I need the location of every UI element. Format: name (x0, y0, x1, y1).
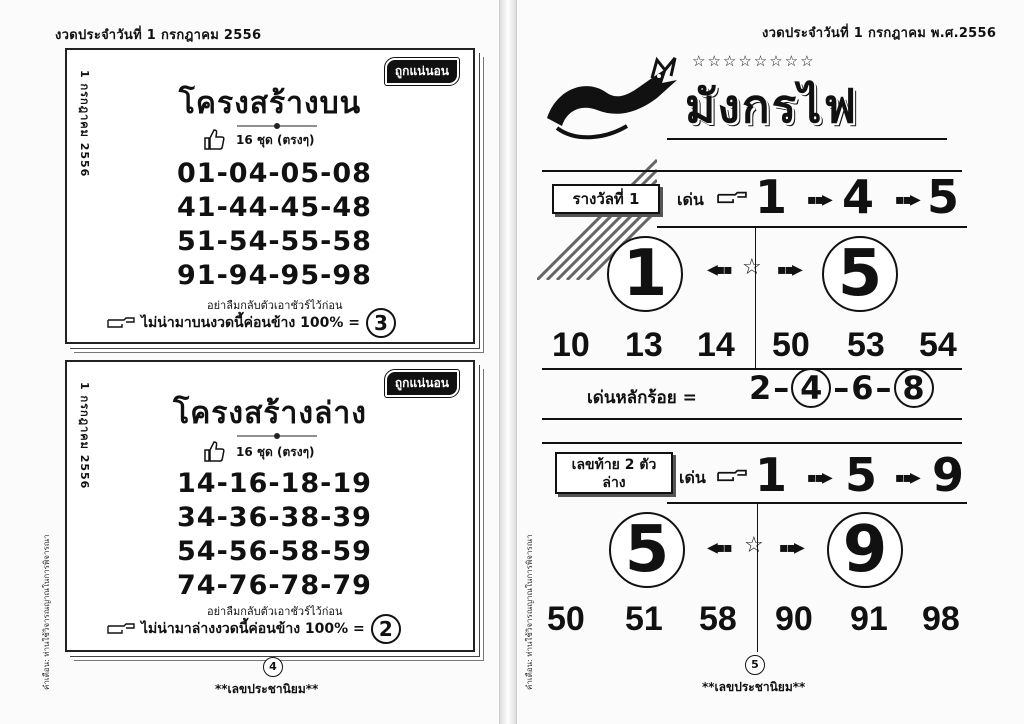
first-prize-pair-4: 50 (772, 326, 810, 364)
last-two-pair-1: 50 (547, 600, 585, 638)
first-prize-circle-right: 5 (822, 236, 898, 312)
lower-box-bottom (107, 614, 401, 644)
first-prize-pair-3: 14 (697, 326, 735, 364)
arrow-right-icon: ▪▪▶ (895, 470, 919, 486)
right-page-header: งวดประจำวันที่ 1 กรกฎาคม พ.ศ.2556 (762, 26, 997, 41)
dragon-icon (537, 48, 687, 148)
last-two-digit-1: 1 (755, 448, 788, 502)
right-side-note: คำเตือน: ท่านใช้วิจารณญาณในการพิจารณา (525, 534, 534, 690)
left-page (0, 0, 500, 724)
first-prize-label: รางวัลที่ 1 (552, 184, 660, 214)
last-two-pair-5: 91 (850, 600, 888, 638)
hundreds-dash: – (833, 369, 850, 407)
lower-box-bottom-number: 2 (371, 614, 401, 644)
lower-box-note: อย่าลืมกลับตัวเอาชัวร์ไว้ก่อน (207, 605, 343, 618)
first-prize-rule (657, 226, 967, 228)
upper-box-sets-text: 16 ชุด (ตรงๆ) (236, 132, 315, 147)
pointing-hand-icon (717, 190, 747, 206)
last-two-rule (667, 502, 967, 504)
right-page-footer: **เลขประชานิยม** (702, 680, 806, 694)
upper-box-note: อย่าลืมกลับตัวเอาชัวร์ไว้ก่อน (207, 299, 343, 312)
upper-structure-box (65, 48, 475, 344)
upper-row-1: 01-04-05-08 (177, 158, 372, 189)
thumbs-up-icon (202, 128, 226, 152)
first-prize-pair-2: 13 (625, 326, 663, 364)
upper-box-bottom (107, 308, 396, 338)
brand-underline (667, 138, 947, 140)
arrow-right-icon: ▪▪▶ (777, 262, 801, 278)
lower-box-sets-text: 16 ชุด (ตรงๆ) (236, 444, 315, 459)
arrow-left-icon: ◀▪▪ (707, 540, 731, 556)
upper-row-4: 91-94-95-98 (177, 260, 372, 291)
star-icon: ☆ (742, 255, 762, 280)
upper-row-3: 51-54-55-58 (177, 226, 372, 257)
first-prize-divider (755, 226, 756, 368)
hundreds-label: เด่นหลักร้อย = (587, 388, 697, 408)
upper-box-bottom-number: 3 (366, 308, 396, 338)
last-two-pair-4: 90 (775, 600, 813, 638)
arrow-right-icon: ▪▪▶ (895, 192, 919, 208)
hundreds-digits (749, 368, 934, 408)
thumbs-up-icon (202, 440, 226, 464)
last-two-den-label: เด่น (679, 468, 706, 487)
upper-box-sets (202, 128, 315, 152)
arrow-left-icon: ◀▪▪ (707, 262, 731, 278)
first-prize-pair-6: 54 (919, 326, 957, 364)
first-prize-pair-5: 53 (847, 326, 885, 364)
last-two-digit-3: 9 (932, 448, 965, 502)
first-prize-pair-1: 10 (552, 326, 590, 364)
upper-box-title: โครงสร้างบน (178, 86, 362, 121)
lower-row-3: 54-56-58-59 (177, 536, 372, 567)
first-prize-digit-3: 5 (927, 170, 960, 224)
upper-box-bottom-text: ไม่น่ามาบนงวดนี้ค่อนข้าง 100% = (141, 315, 360, 331)
lower-structure-box (65, 360, 475, 652)
hundreds-digit-1: 2 (749, 369, 772, 407)
hundreds-dash: – (773, 369, 790, 407)
arrow-right-icon: ▪▪▶ (807, 470, 831, 486)
hundreds-digit-3: 6 (851, 369, 874, 407)
last-two-label-line1: เลขท้าย 2 ตัว (571, 457, 657, 473)
hundreds-digit-4: 8 (894, 368, 934, 408)
pointing-hand-icon (107, 316, 135, 330)
right-page-number: 5 (745, 655, 765, 675)
last-two-pair-6: 98 (922, 600, 960, 638)
page-gutter (500, 0, 516, 724)
last-two-top-rule (542, 442, 962, 444)
right-page (516, 0, 1024, 724)
lower-box-date: 1 กรกฎาคม 2556 (78, 382, 91, 490)
last-two-pair-2: 51 (625, 600, 663, 638)
first-prize-den-label: เด่น (677, 190, 704, 209)
hundreds-dash: – (875, 369, 892, 407)
lower-box-badge: ถูกแน่นอน (385, 370, 459, 397)
last-two-circle-right: 9 (827, 512, 903, 588)
lower-box-title: โครงสร้างล่าง (173, 396, 367, 431)
arrow-right-icon: ▪▪▶ (807, 192, 831, 208)
hundreds-bottom-rule (542, 418, 962, 420)
lower-row-4: 74-76-78-79 (177, 570, 372, 601)
left-page-header: งวดประจำวันที่ 1 กรกฎาคม 2556 (55, 28, 262, 43)
top-rule (542, 170, 962, 172)
upper-row-2: 41-44-45-48 (177, 192, 372, 223)
brand-title: มังกรไฟ (685, 79, 859, 133)
lower-box-bottom-text: ไม่น่ามาล่างงวดนี้ค่อนข้าง 100% = (141, 621, 365, 637)
last-two-label-line2: ล่าง (602, 475, 626, 491)
last-two-divider (757, 502, 758, 652)
last-two-pair-3: 58 (699, 600, 737, 638)
left-page-footer: **เลขประชานิยม** (215, 682, 319, 696)
upper-box-date: 1 กรกฎาคม 2556 (78, 70, 91, 178)
left-side-note: คำเตือน: ท่านใช้วิจารณญาณในการพิจารณา (42, 534, 51, 690)
lower-ornament-icon (237, 432, 317, 440)
last-two-label (555, 452, 673, 494)
star-icon: ☆ (744, 533, 764, 558)
first-prize-digit-2: 4 (842, 170, 875, 224)
last-two-circle-left: 5 (609, 512, 685, 588)
last-two-digit-2: 5 (845, 448, 878, 502)
pointing-hand-icon (717, 468, 747, 484)
pointing-hand-icon (107, 622, 135, 636)
arrow-right-icon: ▪▪▶ (779, 540, 803, 556)
first-prize-digit-1: 1 (755, 170, 788, 224)
brand-stars: ☆☆☆☆☆☆☆☆ (692, 52, 816, 70)
first-prize-circle-left: 1 (607, 236, 683, 312)
upper-box-badge: ถูกแน่นอน (385, 58, 459, 85)
lower-row-1: 14-16-18-19 (177, 468, 372, 499)
left-page-number: 4 (263, 657, 283, 677)
hundreds-digit-2: 4 (791, 368, 831, 408)
lower-row-2: 34-36-38-39 (177, 502, 372, 533)
lower-box-sets (202, 440, 315, 464)
